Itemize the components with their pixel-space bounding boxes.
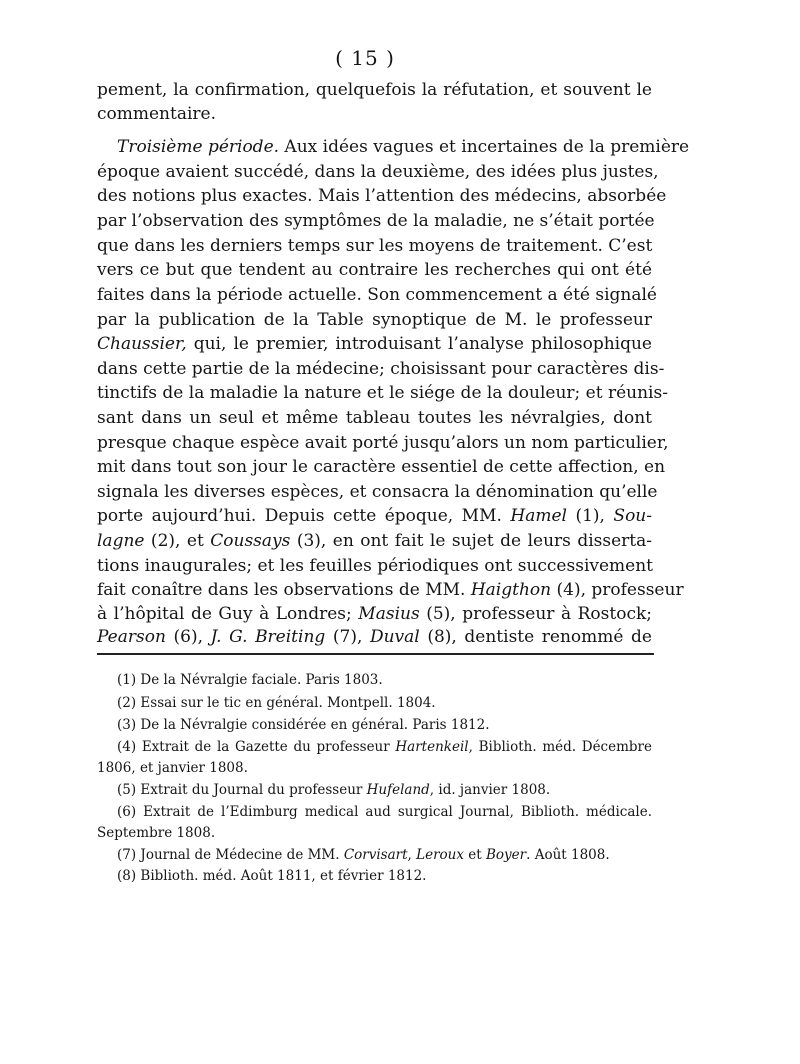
body-line: sant dans un seul et même tableau toutes les névralgies, dont xyxy=(97,408,652,428)
body-line: tinctifs de la maladie la nature et le siége de la douleur; et réunis- xyxy=(97,383,668,403)
body-line xyxy=(97,332,652,356)
body-line: époque avaient succédé, dans la deuxième, des idées plus justes, xyxy=(97,162,659,182)
person-name: Hufeland xyxy=(366,782,430,798)
person-name: Boyer xyxy=(485,847,527,863)
footnote: (1) De la Névralgie faciale. Paris 1803. xyxy=(117,672,383,688)
footnote-text: . Août 1808. xyxy=(526,847,610,863)
body-line: que dans les derniers temps sur les moyens de traitement. C’est xyxy=(97,236,653,256)
body-line xyxy=(97,529,652,553)
person-name: Corvisart xyxy=(343,847,408,863)
body-text: (6), xyxy=(165,627,211,647)
footnote xyxy=(117,737,652,757)
body-line: pement, la confirmation, quelquefois la réfutation, et souvent le xyxy=(97,80,652,100)
footnote-continuation: 1806, et janvier 1808. xyxy=(97,760,248,776)
body-line: dans cette partie de la médecine; choisissant pour caractères dis- xyxy=(97,359,665,379)
body-line: presque chaque espèce avait porté jusqu’alors un nom particulier, xyxy=(97,433,669,453)
body-line xyxy=(97,578,684,602)
body-text: (3), en ont fait le sujet de leurs disserta- xyxy=(290,531,652,551)
person-name: Chaussier, xyxy=(97,334,187,354)
body-line: signala les diverses espèces, et consacra la dénomination qu’elle xyxy=(97,482,658,502)
body-text: (5), professeur à Rostock; xyxy=(419,604,652,624)
footnote: (2) Essai sur le tic en général. Montpell. 1804. xyxy=(117,695,436,711)
person-name: Leroux xyxy=(416,847,464,863)
body-text: porte aujourd’hui. Depuis cette époque, MM. xyxy=(97,506,511,526)
footnote-text: , Biblioth. méd. Décembre xyxy=(468,739,652,755)
person-name: Pearson xyxy=(97,627,166,647)
footnote: (3) De la Névralgie considérée en général. Paris 1812. xyxy=(117,717,490,733)
person-name: lagne xyxy=(97,531,145,551)
person-name: Duval xyxy=(369,627,420,647)
footnote-text: , xyxy=(407,847,417,863)
body-text: (2), et xyxy=(144,531,211,551)
footnote-text: et xyxy=(463,847,486,863)
body-text: Aux idées vagues et incertaines de la première xyxy=(279,137,690,157)
body-line: mit dans tout son jour le caractère essentiel de cette affection, en xyxy=(97,457,666,477)
body-line xyxy=(97,625,652,649)
section-heading: Troisième période. xyxy=(117,137,280,157)
footnote-text: (5) Extrait du Journal du professeur xyxy=(117,782,367,798)
footnote-text: (7) Journal de Médecine de MM. xyxy=(117,847,344,863)
person-name: Coussays xyxy=(210,531,291,551)
body-line: par la publication de la Table synoptique de M. le professeur xyxy=(97,310,652,330)
body-text: à l’hôpital de Guy à Londres; xyxy=(97,604,359,624)
body-line xyxy=(97,602,652,626)
body-line: faites dans la période actuelle. Son commencement a été signalé xyxy=(97,285,657,305)
person-name: Sou- xyxy=(613,506,652,526)
body-text: (7), xyxy=(325,627,370,647)
footnote-text: , id. janvier 1808. xyxy=(429,782,551,798)
footnote: (8) Biblioth. méd. Août 1811, et février 1812. xyxy=(117,868,427,884)
footnote: (6) Extrait de l’Edimburg medical aud surgical Journal, Biblioth. médicale. xyxy=(117,804,652,820)
footnote-text: (4) Extrait de la Gazette du professeur xyxy=(117,739,396,755)
body-text: (4), professeur xyxy=(551,580,684,600)
body-line: par l’observation des symptômes de la maladie, ne s’était portée xyxy=(97,211,655,231)
body-line: des notions plus exactes. Mais l’attention des médecins, absorbée xyxy=(97,186,667,206)
body-text: qui, le premier, introduisant l’analyse philosophique xyxy=(186,334,652,354)
page-number: ( 15 ) xyxy=(335,46,395,70)
footnote-continuation: Septembre 1808. xyxy=(97,825,216,841)
person-name: J. G. Breiting xyxy=(210,627,326,647)
body-text: (8), dentiste renommé de xyxy=(419,627,652,647)
body-line: vers ce but que tendent au contraire les recherches qui ont été xyxy=(97,260,652,280)
footnote xyxy=(117,845,652,865)
footnote-divider xyxy=(97,653,654,655)
body-text: (1), xyxy=(566,506,614,526)
person-name: Haigthon xyxy=(470,580,552,600)
body-line xyxy=(117,135,690,159)
body-text: fait conaître dans les observations de MM. xyxy=(97,580,471,600)
person-name: Masius xyxy=(358,604,420,624)
body-line: commentaire. xyxy=(97,104,216,124)
body-line: tions inaugurales; et les feuilles périodiques ont successivement xyxy=(97,556,654,576)
person-name: Hartenkeil xyxy=(395,739,469,755)
footnote xyxy=(117,780,652,800)
body-line xyxy=(97,504,652,528)
person-name: Hamel xyxy=(510,506,567,526)
